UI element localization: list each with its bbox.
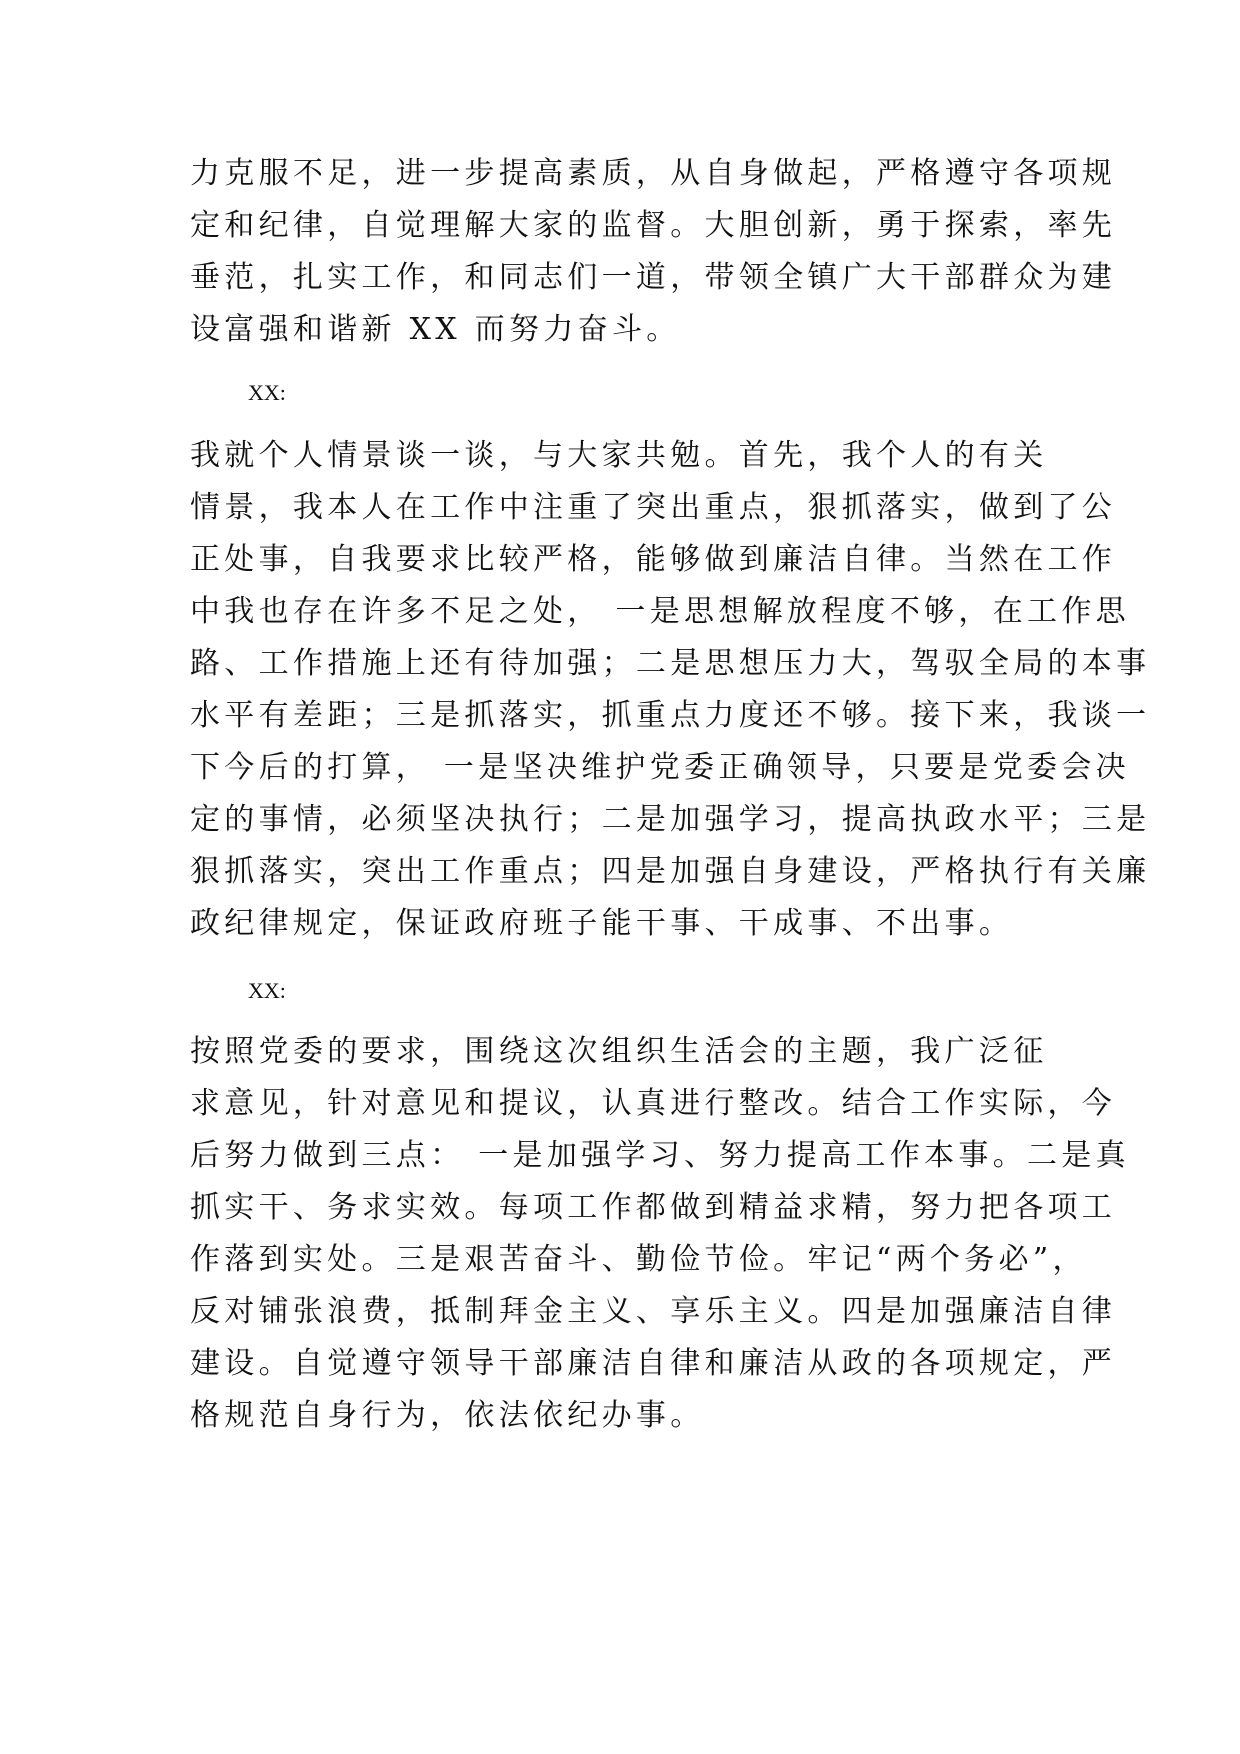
paragraph-line: 定和纪律，自觉理解大家的监督。大胆创新，勇于探索，率先	[190, 208, 1117, 243]
paragraph-line: 情景，我本人在工作中注重了突出重点，狠抓落实，做到了公	[190, 490, 1117, 525]
paragraph-1	[190, 148, 1117, 356]
paragraph-line: 狠抓落实，突出工作重点；四是加强自身建设，严格执行有关廉	[190, 854, 1151, 889]
paragraph-line: 路、工作措施上还有待加强；二是思想压力大，驾驭全局的本事	[190, 646, 1151, 681]
paragraph-line: 正处事，自我要求比较严格，能够做到廉洁自律。当然在工作	[190, 542, 1117, 577]
paragraph-line: 按照党委的要求，围绕这次组织生活会的主题，我广泛征	[190, 1034, 1048, 1069]
paragraph-3	[190, 1026, 1130, 1442]
paragraph-line: 力克服不足，进一步提高素质，从自身做起，严格遵守各项规	[190, 156, 1117, 191]
paragraph-line: 水平有差距；三是抓落实，抓重点力度还不够。接下来，我谈一	[190, 698, 1151, 733]
paragraph-line: 后努力做到三点： 一是加强学习、努力提高工作本事。二是真	[190, 1138, 1130, 1173]
paragraph-line: 下今后的打算， 一是坚决维护党委正确领导，只要是党委会决	[190, 750, 1130, 785]
speaker-label: XX:	[248, 978, 286, 1003]
paragraph-line: 反对铺张浪费，抵制拜金主义、享乐主义。四是加强廉洁自律	[190, 1294, 1117, 1329]
paragraph-line: 建设。自觉遵守领导干部廉洁自律和廉洁从政的各项规定，严	[190, 1346, 1117, 1381]
paragraph-2	[190, 430, 1151, 950]
paragraph-line: 定的事情，必须坚决执行；二是加强学习，提高执政水平；三是	[190, 802, 1151, 837]
paragraph-line: 求意见，针对意见和提议，认真进行整改。结合工作实际，今	[190, 1086, 1117, 1121]
paragraph-line: 作落到实处。三是艰苦奋斗、勤俭节俭。牢记“两个务必”，	[190, 1242, 1087, 1277]
paragraph-line: 我就个人情景谈一谈，与大家共勉。首先，我个人的有关	[190, 438, 1048, 473]
paragraph-line: 抓实干、务求实效。每项工作都做到精益求精，努力把各项工	[190, 1190, 1117, 1225]
paragraph-line: 设富强和谐新 XX 而努力奋斗。	[190, 312, 681, 347]
paragraph-line: 垂范，扎实工作，和同志们一道，带领全镇广大干部群众为建	[190, 260, 1117, 295]
paragraph-line: 政纪律规定，保证政府班子能干事、干成事、不出事。	[190, 906, 1014, 941]
paragraph-line: 中我也存在许多不足之处， 一是思想解放程度不够，在工作思	[190, 594, 1130, 629]
paragraph-line: 格规范自身行为，依法依纪办事。	[190, 1398, 705, 1433]
speaker-label: XX:	[248, 380, 286, 405]
